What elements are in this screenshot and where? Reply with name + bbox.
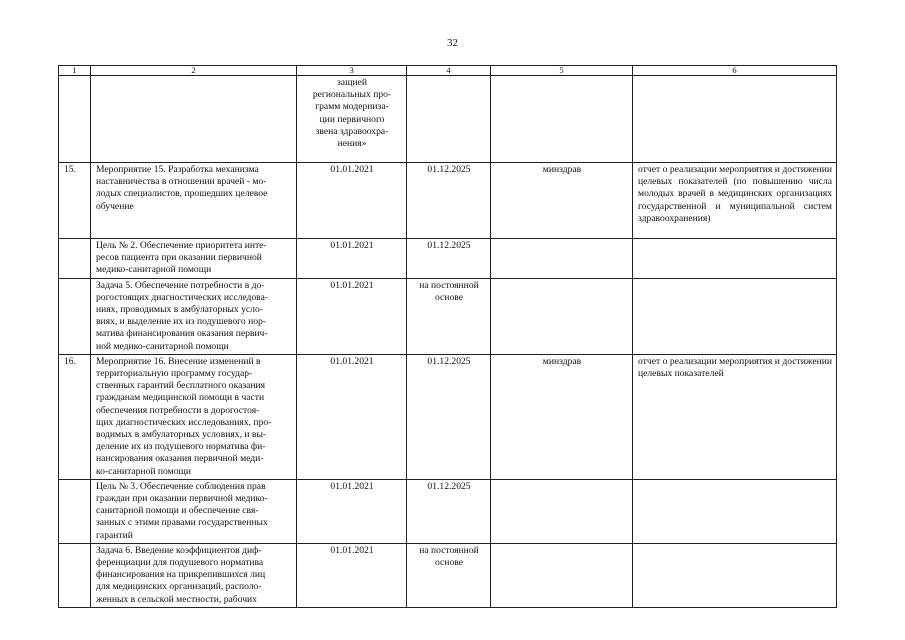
activity-name-cell (91, 76, 297, 163)
end-date-cell: 01.12.2025 (407, 239, 491, 279)
start-date-cell: 01.01.2021 (297, 163, 407, 239)
activity-name-cell: Мероприятие 15. Разработка механизма наставничества в отношении врачей - мо- лодых специалистов, прошедших целевое обучение (91, 163, 297, 239)
page-number: 32 (447, 37, 458, 49)
result-cell (633, 479, 837, 543)
executor-cell (491, 76, 633, 163)
end-date-cell (407, 76, 491, 163)
executor-cell (491, 543, 633, 607)
row-number-cell (59, 76, 91, 163)
column-header-1: 1 (59, 66, 91, 76)
end-date-cell: 01.12.2025 (407, 479, 491, 543)
column-header-6: 6 (633, 66, 837, 76)
row-number-cell: 15. (59, 163, 91, 239)
start-date-cell: защией региональных про- грамм модерниза- ции первичного звена здравоохра- нения» (297, 76, 407, 163)
goal-name-cell: Цель № 2. Обеспечение приоритета инте- ресов пациента при оказании первичной медико-санитарной помощи (91, 239, 297, 279)
row-number-cell: 16. (59, 354, 91, 479)
result-cell (633, 543, 837, 607)
end-date-cell: 01.12.2025 (407, 163, 491, 239)
table-row (59, 76, 837, 163)
column-header-2: 2 (91, 66, 297, 76)
table-row (59, 163, 837, 239)
result-cell: отчет о реализации мероприятия и достижении целевых показателей (633, 354, 837, 479)
row-number-cell (59, 479, 91, 543)
executor-cell: минздрав (491, 163, 633, 239)
activity-name-cell: Мероприятие 16. Внесение изменений в территориальную программу государ- ственных гарантий бесплатного оказания гражданам медицинской помощи в части обеспечения потребности в дорогостоя- щих диагностических исследованиях, про- водимых в амбулаторных условиях, и вы- деление их из подушевого норматива фи- нансирования оказания первичной меди- ко-санитарной помощи (91, 354, 297, 479)
executor-cell (491, 479, 633, 543)
table-row (59, 354, 837, 479)
end-date-cell: на постоянной основе (407, 278, 491, 354)
column-number-header-row (59, 66, 837, 76)
result-cell (633, 239, 837, 279)
column-header-4: 4 (407, 66, 491, 76)
row-number-cell (59, 543, 91, 607)
start-date-cell: 01.01.2021 (297, 239, 407, 279)
goal-name-cell: Цель № 3. Обеспечение соблюдения прав граждан при оказании первичной медико- санитарной помощи и обеспечение свя- занных с этими правами государственных гарантий (91, 479, 297, 543)
start-date-cell: 01.01.2021 (297, 479, 407, 543)
row-number-cell (59, 239, 91, 279)
end-date-cell: 01.12.2025 (407, 354, 491, 479)
column-header-5: 5 (491, 66, 633, 76)
executor-cell (491, 239, 633, 279)
executor-cell: минздрав (491, 354, 633, 479)
result-cell: отчет о реализации мероприятия и достижении целевых показателей (по повышению числа молодых врачей в медицинских организациях государственной и муниципальной систем здравоохранения) (633, 163, 837, 239)
column-header-3: 3 (297, 66, 407, 76)
table-row (59, 278, 837, 354)
table-row (59, 479, 837, 543)
document-table (58, 65, 837, 608)
start-date-cell: 01.01.2021 (297, 543, 407, 607)
table-row (59, 239, 837, 279)
executor-cell (491, 278, 633, 354)
result-cell (633, 278, 837, 354)
task-name-cell: Задача 6. Введение коэффициентов диф- ференциации для подушевого норматива финансирования на прикрепившихся лиц для медицинских организаций, располо- женных в сельской местности, рабочих (91, 543, 297, 607)
result-cell (633, 76, 837, 163)
task-name-cell: Задача 5. Обеспечение потребности в до- рогостоящих диагностических исследова- ниях, проводимых в амбулаторных усло- виях, и выделение их из подушевого нор- матива финансирования оказания первич- ной медико-санитарной помощи (91, 278, 297, 354)
end-date-cell: на постоянной основе (407, 543, 491, 607)
row-number-cell (59, 278, 91, 354)
start-date-cell: 01.01.2021 (297, 354, 407, 479)
start-date-cell: 01.01.2021 (297, 278, 407, 354)
table-row (59, 543, 837, 607)
